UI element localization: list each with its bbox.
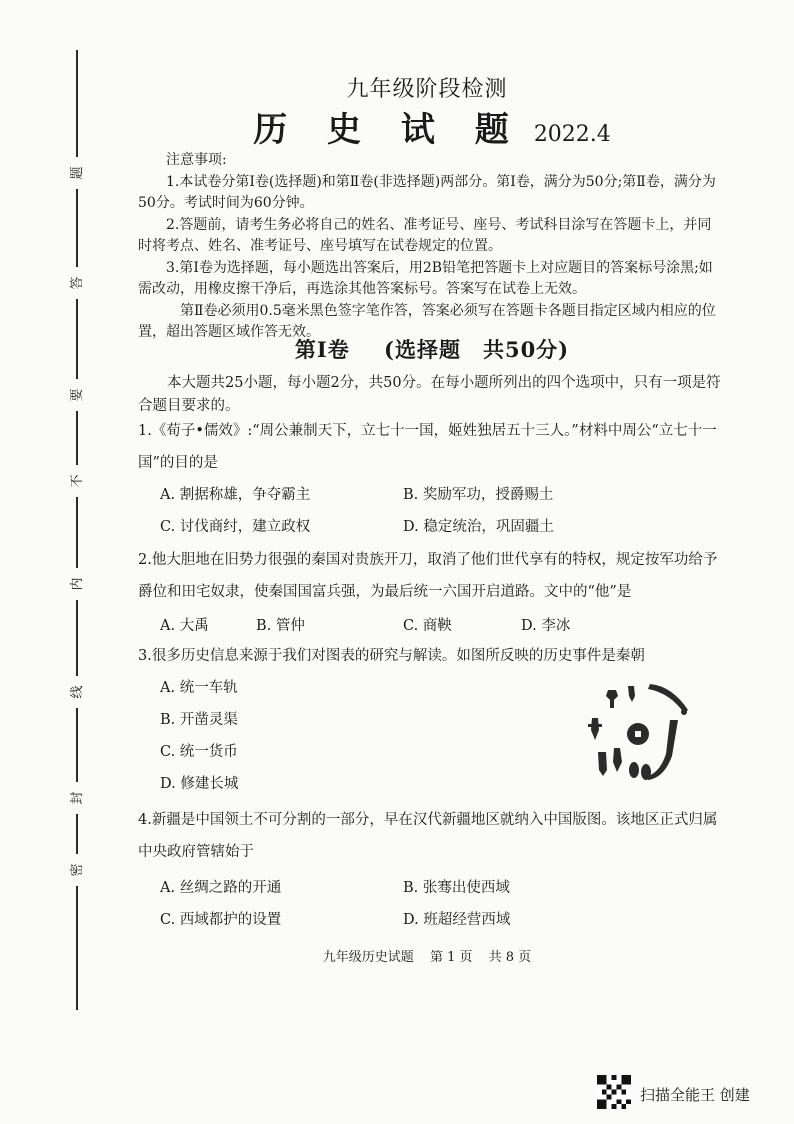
option-d: D. 班超经营西域 <box>403 912 511 928</box>
intro-text: 本大题共25小题，每小题2分，共50分。在每小题所列出的四个选项中，只有一项是符合题目要求的。 <box>138 375 721 414</box>
binding-char: 不 <box>70 465 86 497</box>
option-c: C. 西域都护的设置 <box>160 912 282 928</box>
binding-char: 内 <box>70 568 86 600</box>
option-a: A. 割据称雄，争夺霸主 <box>160 487 311 503</box>
binding-char: 要 <box>70 379 86 411</box>
option-row <box>138 872 728 904</box>
question-stem: 4.新疆是中国领土不可分割的一部分，早在汉代新疆地区就纳入中国版图。该地区正式归属中央政府管辖始于 <box>138 812 718 860</box>
section-intro <box>138 372 724 418</box>
footer-total: 共 8 页 <box>488 950 532 965</box>
option-a: A. 统一车轨 <box>160 680 238 696</box>
option-a: A. 大禹 <box>160 618 209 634</box>
option-b: B. 管仲 <box>256 618 305 634</box>
binding-char: 题 <box>70 157 86 189</box>
exam-header <box>0 102 794 151</box>
option-c: C. 统一货币 <box>160 744 238 760</box>
option-b: B. 张骞出使西域 <box>403 880 510 896</box>
question-4 <box>138 804 728 936</box>
footer-page: 第 1 页 <box>429 950 473 965</box>
option-b: B. 开凿灵渠 <box>160 712 238 728</box>
question-stem: 1.《荀子•儒效》:“周公兼制天下，立七十一国，姬姓独居五十三人。”材料中周公“立七十一国”的目的是 <box>138 423 717 471</box>
binding-char: 线 <box>70 676 86 708</box>
page-footer <box>0 946 794 965</box>
option-c: C. 商鞅 <box>403 618 452 634</box>
option-a: A. 丝绸之路的开通 <box>160 880 282 896</box>
option-row <box>138 610 728 642</box>
option-row <box>138 904 728 936</box>
section-title <box>0 334 794 364</box>
exam-subtitle: 九年级阶段检测 <box>346 77 508 102</box>
option-b: B. 奖励军功，授爵赐土 <box>403 487 554 503</box>
notice-heading: 注意事项: <box>166 152 227 168</box>
exam-date: 2022.4 <box>533 122 611 147</box>
section-desc: (选择题 共50分) <box>384 337 570 362</box>
scanner-watermark: 扫描全能王 创建 <box>640 1086 750 1104</box>
option-c: C. 讨伐商纣，建立政权 <box>160 519 311 535</box>
option-d: D. 稳定统治，巩固疆土 <box>403 519 554 535</box>
section-volume: 第Ⅰ卷 <box>294 337 350 362</box>
question-stem: 3.很多历史信息来源于我们对图表的研究与解读。如图所反映的历史事件是秦朝 <box>138 648 645 664</box>
option-d: D. 修建长城 <box>160 776 239 792</box>
notice-item: 第Ⅱ卷必须用0.5毫米黑色签字笔作答，答案必须写在答题卡各题目指定区域内相应的位置，超出答题区域作答无效。 <box>138 302 716 340</box>
notice-item: 2.答题前，请考生务必将自己的姓名、准考证号、座号、考试科目涂写在答题卡上，并同时将考点、姓名、准考证号、座号填写在试卷规定的位置。 <box>138 216 712 254</box>
question-1 <box>138 415 728 543</box>
exam-title: 历 史 试 题 <box>253 110 523 150</box>
question-2 <box>138 544 728 642</box>
question-stem: 2.他大胆地在旧势力很强的秦国对贵族开刀，取消了他们世代享有的特权，规定按军功给予爵位和田宅奴隶，使秦国国富兵强，为最后统一六国开启道路。文中的“他”是 <box>138 552 718 600</box>
notice-block <box>138 150 724 344</box>
notice-item: 3.第Ⅰ卷为选择题，每小题选出答案后，用2B铅笔把答题卡上对应题目的答案标号涂黑;如需改动，用橡皮擦干净后，再选涂其他答案标号。答案写在试卷上无效。 <box>138 259 713 297</box>
qin-coins-artifact-image <box>578 676 694 786</box>
binding-margin <box>62 50 94 1010</box>
binding-char: 密 <box>70 854 86 886</box>
binding-char: 封 <box>70 782 86 814</box>
option-d: D. 李冰 <box>521 618 571 634</box>
option-row <box>138 511 728 543</box>
notice-item: 1.本试卷分第Ⅰ卷(选择题)和第Ⅱ卷(非选择题)两部分。第Ⅰ卷，满分为50分;第Ⅱ卷，满分为50分。考试时间为60分钟。 <box>138 173 716 211</box>
qr-code-icon <box>597 1075 631 1109</box>
option-row <box>138 479 728 511</box>
binding-char: 答 <box>70 267 86 299</box>
footer-title: 九年级历史试题 <box>322 950 414 965</box>
